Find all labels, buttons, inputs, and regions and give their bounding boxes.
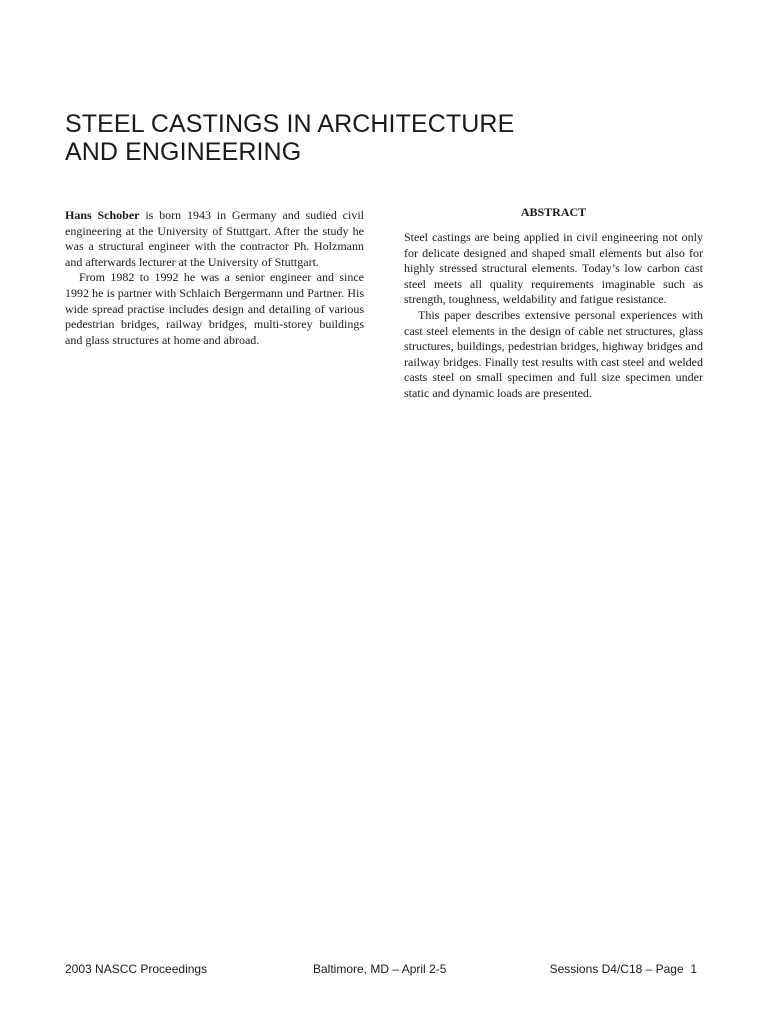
abstract-paragraph-2: This paper describes extensive personal experiences with cast steel elements in the design of cable net structures, glass structures, buildings, pedestrian bridges, highway bridges and railway bridges. Finally test results with cast steel and welded casts steel on small specimen and full size specimen under static and dynamic loads are presented. bbox=[404, 307, 703, 400]
footer-session-page: Sessions D4/C18 – Page 1 bbox=[549, 962, 697, 976]
footer-location-date: Baltimore, MD – April 2-5 bbox=[313, 962, 447, 976]
paper-title-line-1: STEEL CASTINGS IN ARCHITECTURE bbox=[65, 110, 515, 138]
author-bio-paragraph-1 bbox=[65, 208, 364, 270]
author-bio-column bbox=[65, 208, 364, 348]
author-bio-paragraph-2: From 1982 to 1992 he was a senior engineer and since 1992 he is partner with Schlaich Bergermann und Partner. His wide spread practise includes design and detailing of various pedestrian bridges, railway bridges, multi-storey buildings and glass structures at home and abroad. bbox=[65, 270, 364, 347]
paper-title-line-2: AND ENGINEERING bbox=[65, 138, 302, 166]
author-bio-paragraph-1-text: is born 1943 in Germany and sudied civil engineering at the University of Stuttgart. After the study he was a structural engineer with the contractor Ph. Holzmann and afterwards lecturer at the University of Stuttgart. bbox=[65, 208, 364, 269]
page-footer bbox=[65, 961, 697, 977]
abstract-column bbox=[404, 205, 703, 402]
author-name: Hans Schober bbox=[65, 208, 140, 222]
paper-title bbox=[65, 110, 705, 166]
footer-proceedings: 2003 NASCC Proceedings bbox=[65, 962, 208, 976]
abstract-heading: ABSTRACT bbox=[520, 205, 587, 219]
abstract-paragraph-1: Steel castings are being applied in civil engineering not only for delicate designed and shaped small elements but also for highly stressed structural elements. Today’s low carbon cast steel meets all quality requirements imaginable such as strength, toughness, weldability and fatigue resistance. bbox=[404, 230, 703, 307]
